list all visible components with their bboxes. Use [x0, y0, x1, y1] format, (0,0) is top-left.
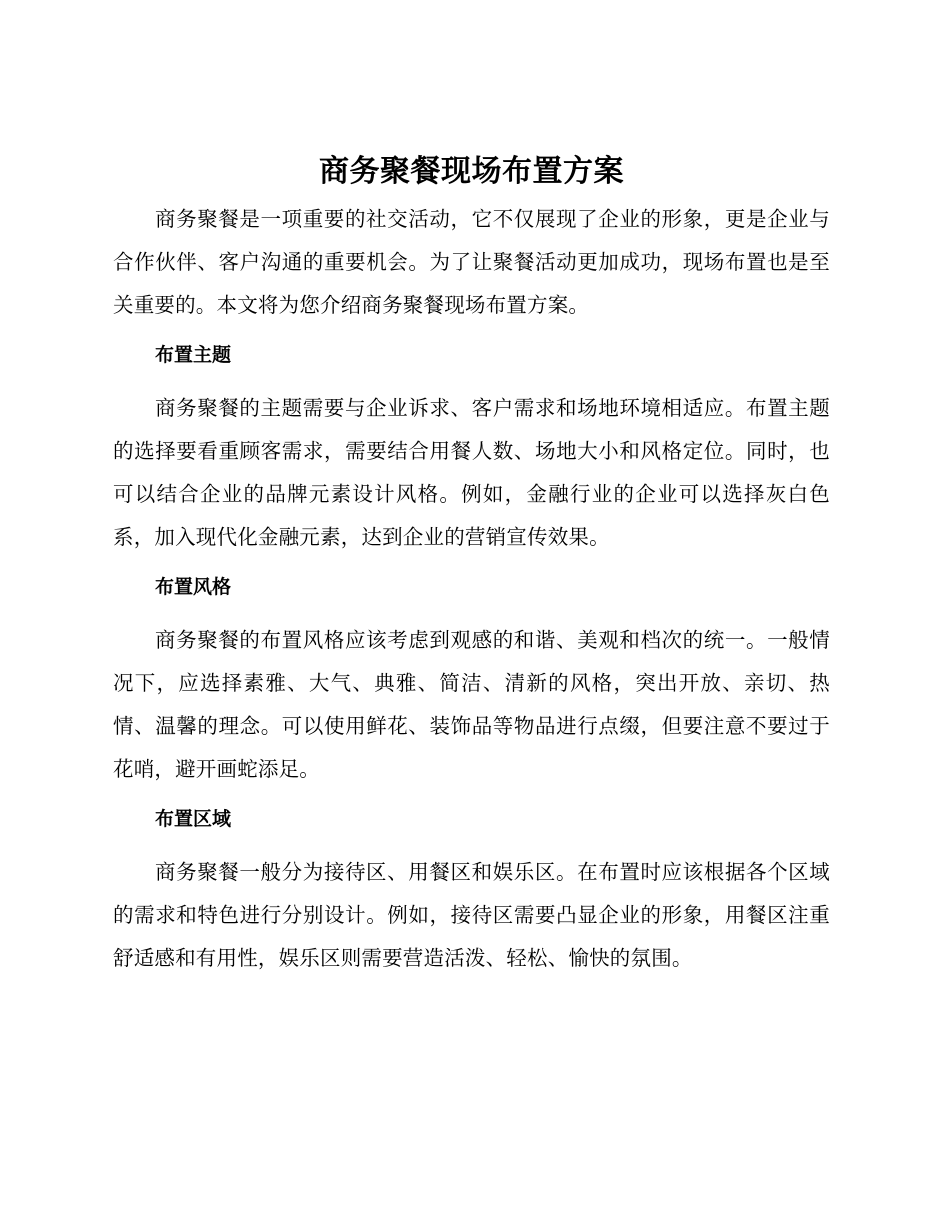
- page-title: 商务聚餐现场布置方案: [319, 154, 624, 189]
- document-page: [113, 150, 830, 988]
- intro-paragraph: 商务聚餐是一项重要的社交活动，它不仅展现了企业的形象，更是企业与合作伙伴、客户沟通的重要机会。为了让聚餐活动更加成功，现场布置也是至关重要的。本文将为您介绍商务聚餐现场布置方案。: [113, 207, 830, 317]
- section-heading-theme: 布置主题: [155, 344, 232, 366]
- section-body-theme: 商务聚餐的主题需要与企业诉求、客户需求和场地环境相适应。布置主题的选择要看重顾客需求，需要结合用餐人数、场地大小和风格定位。同时，也可以结合企业的品牌元素设计风格。例如，金融行业的企业可以选择灰白色系，加入现代化金融元素，达到企业的营销宣传效果。: [113, 396, 830, 549]
- section-body-area: 商务聚餐一般分为接待区、用餐区和娱乐区。在布置时应该根据各个区域的需求和特色进行分别设计。例如，接待区需要凸显企业的形象，用餐区注重舒适感和有用性，娱乐区则需要营造活泼、轻松、愉快的氛围。: [113, 860, 830, 970]
- section-heading-style: 布置风格: [155, 576, 232, 598]
- section-heading-area: 布置区域: [155, 808, 232, 830]
- section-body-style: 商务聚餐的布置风格应该考虑到观感的和谐、美观和档次的统一。一般情况下，应选择素雅、大气、典雅、简洁、清新的风格，突出开放、亲切、热情、温馨的理念。可以使用鲜花、装饰品等物品进行点缀，但要注意不要过于花哨，避开画蛇添足。: [113, 628, 830, 781]
